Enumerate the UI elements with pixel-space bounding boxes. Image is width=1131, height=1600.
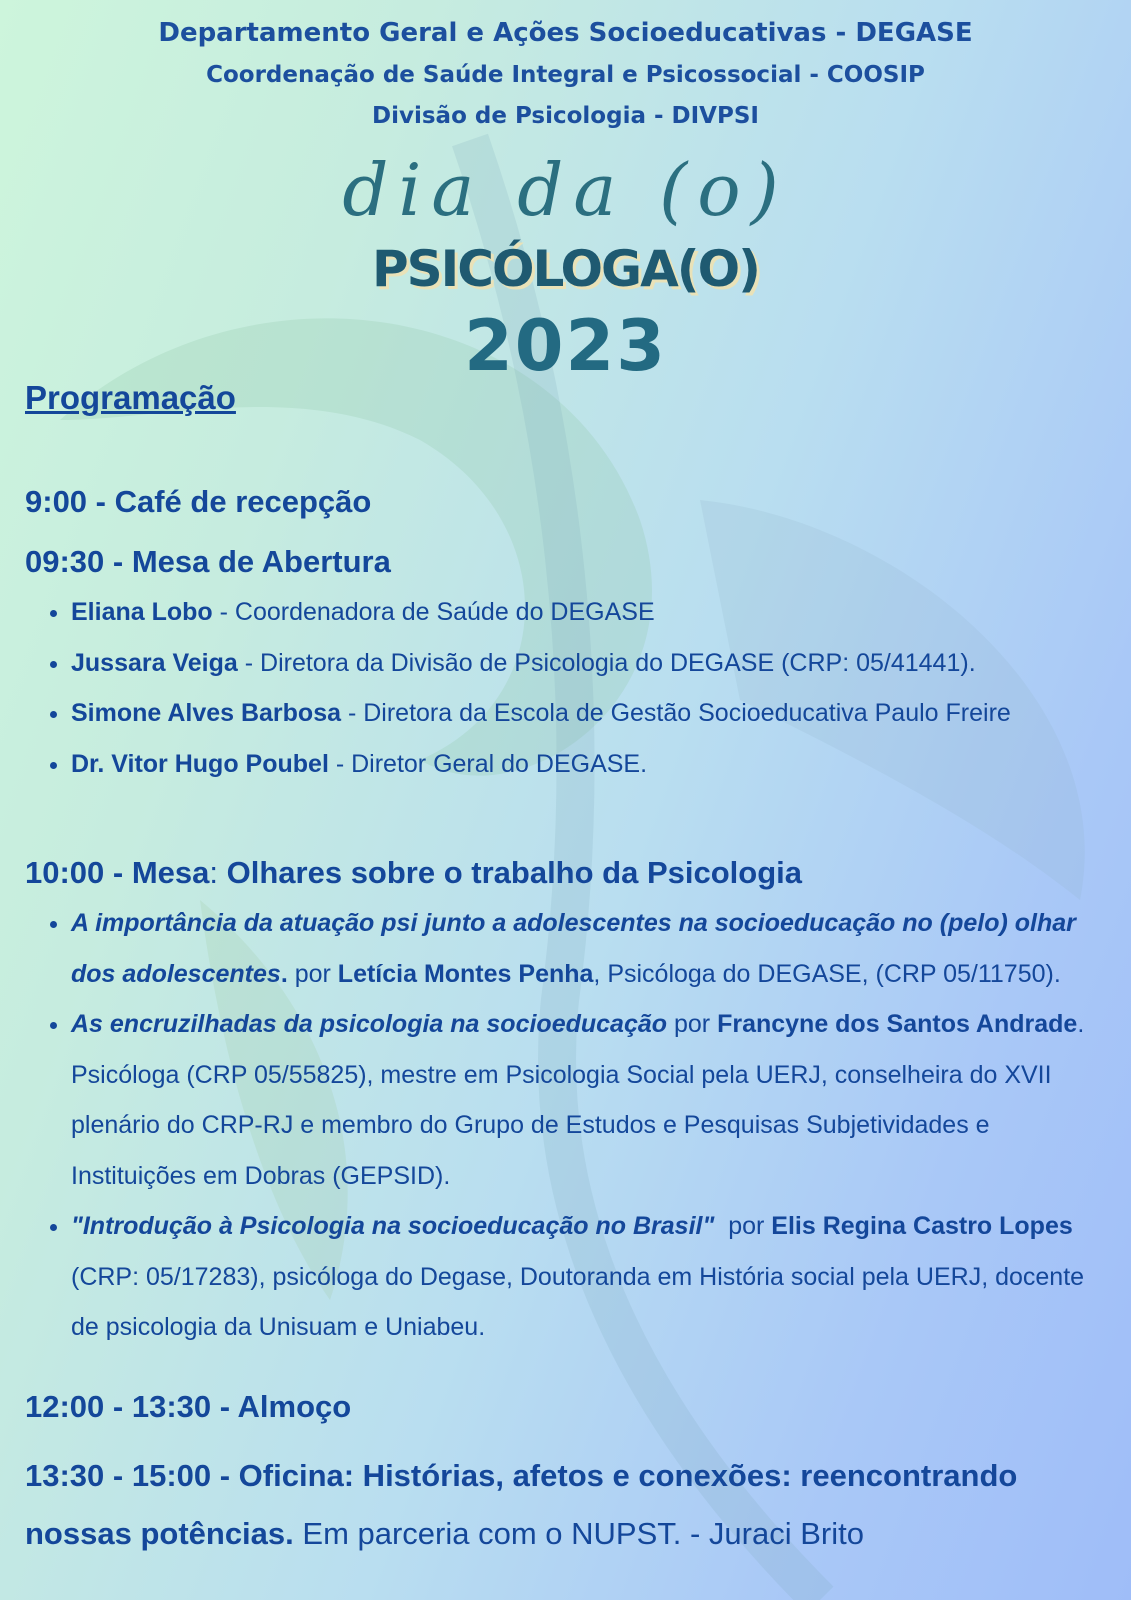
speaker-name: Dr. Vitor Hugo Poubel (71, 749, 329, 778)
speaker-role: - Diretor Geral do DEGASE. (328, 749, 648, 778)
talk-title: As encruzilhadas da psicologia na socioeducação (71, 1010, 668, 1038)
list-item (71, 898, 1115, 999)
panel-time: 10:00 - Mesa (25, 855, 210, 890)
time-slot-workshop (25, 1447, 1115, 1563)
title-script: dia da (o) (342, 148, 789, 232)
header-division: Divisão de Psicologia - DIVPSI (372, 103, 759, 129)
list-item (71, 999, 1115, 1201)
time-slot-opening: 09:30 - Mesa de Abertura (25, 544, 391, 579)
speaker-role: - Diretora da Escola de Gestão Socioeducativa Paulo Freire (341, 699, 1011, 727)
list-item (71, 688, 1115, 739)
panel-separator: : (209, 855, 219, 890)
opening-list (25, 587, 1115, 789)
speaker-name: Jussara Veiga (71, 648, 238, 677)
list-item (71, 739, 1115, 790)
header-department: Departamento Geral e Ações Socioeducativas - DEGASE (158, 18, 973, 48)
panel-list (25, 898, 1115, 1353)
title-main: PSICÓLOGA(O) (372, 240, 759, 298)
speaker-bio: , Psicóloga do DEGASE, (CRP 05/11750). (593, 959, 1061, 988)
talk-by: por (714, 1212, 772, 1240)
speaker-bio: (CRP: 05/17283), psicóloga do Degase, Doutoranda em História social pela UERJ, docente de psicologia da Unisuam e Uniabeu. (71, 1262, 1085, 1341)
list-item (71, 638, 1115, 689)
talk-by: por (667, 1010, 718, 1038)
speaker-name: Elis Regina Castro Lopes (771, 1212, 1073, 1240)
workshop-title: 13:30 - 15:00 - Oficina: Histórias, afetos e conexões: reencontrando nossas potências. (25, 1457, 1018, 1551)
speaker-role: - Diretora da Divisão de Psicologia do DEGASE (CRP: 05/41441). (237, 648, 976, 677)
panel-title: Olhares sobre o trabalho da Psicologia (218, 855, 803, 890)
speaker-name: Francyne dos Santos Andrade (717, 1010, 1078, 1038)
workshop-partner: Em parceria com o NUPST. - Juraci Brito (293, 1515, 864, 1551)
speaker-name: Letícia Montes Penha (337, 959, 594, 988)
list-item (71, 587, 1115, 638)
speaker-name: Simone Alves Barbosa (71, 699, 342, 727)
time-slot-cafe: 9:00 - Café de recepção (25, 484, 372, 519)
header-coordination: Coordenação de Saúde Integral e Psicossocial - COOSIP (206, 62, 925, 88)
speaker-name: Eliana Lobo (71, 598, 213, 626)
talk-dot: . (280, 959, 288, 988)
talk-title: A importância da atuação psi junto a adolescentes na socioeducação no (pelo) olhar dos adolescentes (71, 909, 1076, 988)
speaker-bio: . Psicóloga (CRP 05/55825), mestre em Psicologia Social pela UERJ, conselheira do XVII plenário do CRP-RJ e membro do Grupo de Estudos e Pesquisas Subjetividades e Instituições em Dobras (GEPSID). (71, 1010, 1085, 1190)
list-item (71, 1201, 1115, 1353)
talk-by: por (287, 959, 338, 988)
speaker-role: - Coordenadora de Saúde do DEGASE (212, 598, 655, 626)
title-year: 2023 (464, 305, 667, 387)
talk-title: "Introdução à Psicologia na socioeducação no Brasil" (71, 1212, 715, 1240)
time-slot-panel (25, 853, 1115, 893)
program-section (25, 378, 1115, 1563)
program-heading: Programação (25, 379, 236, 416)
time-slot-lunch: 12:00 - 13:30 - Almoço (25, 1388, 352, 1424)
